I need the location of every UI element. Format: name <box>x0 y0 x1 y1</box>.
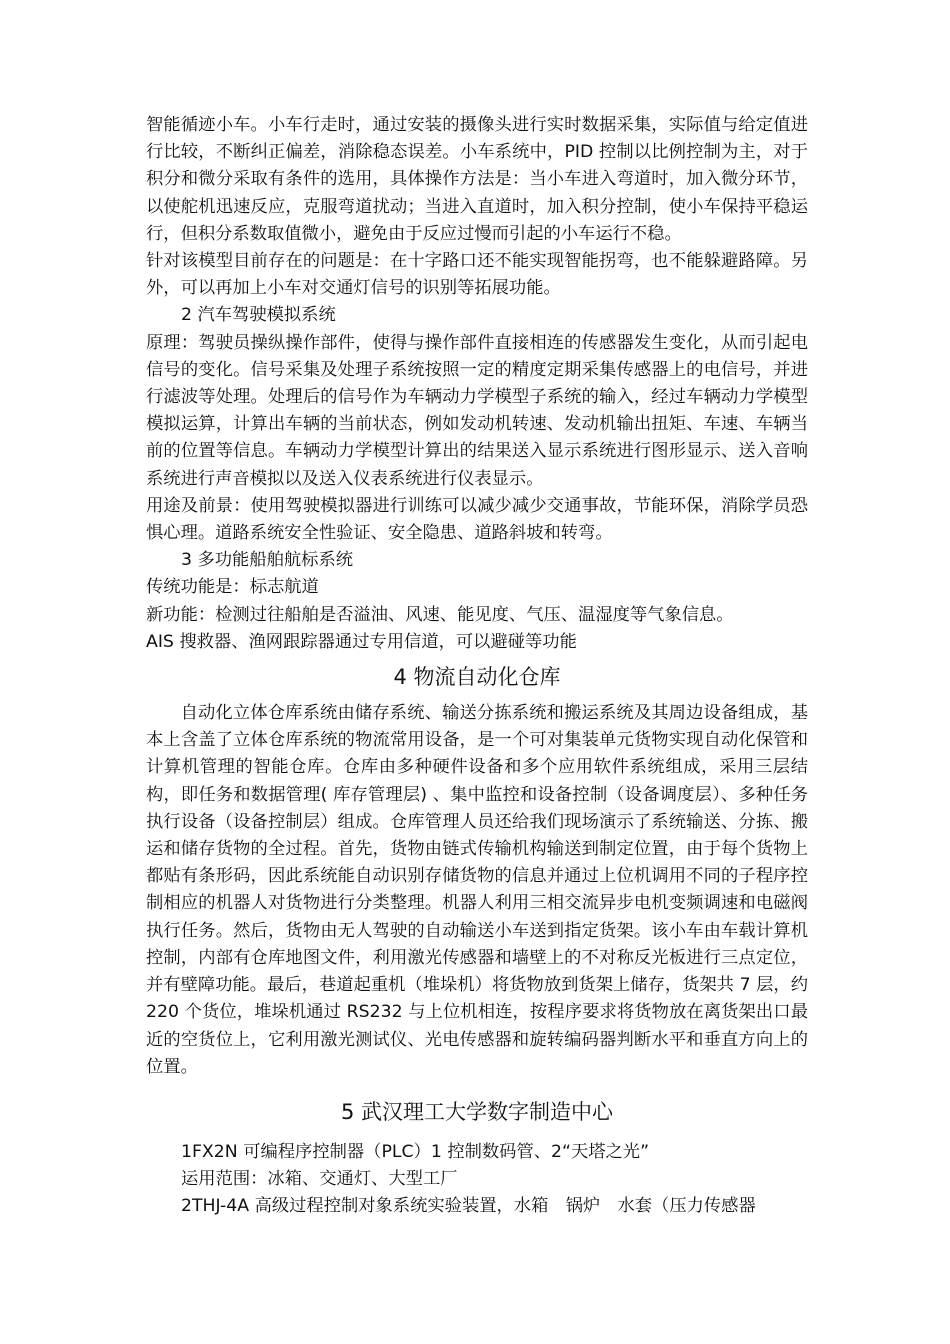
section-4-heading: 4 物流自动化仓库 <box>393 665 561 690</box>
document-page <box>146 112 808 1221</box>
intro-paragraph-1: 智能循迹小车。小车行走时，通过安装的摄像头进行实时数据采集，实际值与给定值进行比较，不断纠正偏差，消除稳态误差。小车系统中，PID 控制以比例控制为主，对于积分和微分采取有条件的选用，具体操作方法是：当小车进入弯道时，加入微分环节，以使舵机迅速反应，克服弯道扰动；当进入直道时，加入积分控制，使小车保持平稳运行，但积分系数取值微小，避免由于反应过慢而引起的小车运行不稳。 <box>146 115 808 244</box>
section-5-line-1: 1FX2N 可编程序控制器（PLC）1 控制数码管、2“天塔之光” <box>181 1141 650 1162</box>
intro-paragraph-2: 针对该模型目前存在的问题是：在十字路口还不能实现智能拐弯，也不能躲避路障。另外，可以再加上小车对交通灯信号的识别等拓展功能。 <box>146 251 808 299</box>
section-4-body: 自动化立体仓库系统由储存系统、输送分拣系统和搬运系统及其周边设备组成，基本上含盖了立体仓库系统的物流常用设备，是一个可对集装单元货物实现自动化保管和计算机管理的智能仓库。仓库由多种硬件设备和多个应用软件系统组成，采用三层结构，即任务和数据管理( 库存管理层) 、集中监控和设备控制（设备调度层）、多种任务执行设备（设备控制层）组成。仓库管理人员还给我们现场演示了系统输送、分拣、搬运和储存货物的全过程。首先，货物由链式传输机构输送到制定位置，由于每个货物上都贴有条形码，因此系统能自动识别存储货物的信息并通过上位机调用不同的子程序控制相应的机器人对货物进行分类整理。机器人利用三相交流异步电机变频调速和电磁阀执行任务。然后，货物由无人驾驶的自动输送小车送到指定货架。该小车由车载计算机控制，内部有仓库地图文件，利用激光传感器和墙壁上的不对称反光板进行三点定位，并有壁障功能。最后，巷道起重机（堆垛机）将货物放到货架上储存，货架共 7 层，约 220 个货位，堆垛机通过 RS232 与上位机相连，按程序要求将货物放在离货架出口最近的空货位上，它利用激光测试仪、光电传感器和旋转编码器判断水平和垂直方向上的位置。 <box>146 703 808 1077</box>
section-3-traditional: 传统功能是：标志航道 <box>146 577 319 598</box>
section-2-principle: 原理：驾驶员操纵操作部件，使得与操作部件直接相连的传感器发生变化，从而引起电信号的变化。信号采集及处理子系统按照一定的精度定期采集传感器上的电信号，并进行滤波等处理。处理后的信号作为车辆动力学模型子系统的输入，经过车辆动力学模型模拟运算，计算出车辆的当前状态，例如发动机转速、发动机输出扭矩、车速、车辆当前的位置等信息。车辆动力学模型计算出的结果送入显示系统进行图形显示、送入音响系统进行声音模拟以及送入仪表系统进行仪表显示。 <box>146 332 808 489</box>
section-5-heading: 5 武汉理工大学数字制造中心 <box>340 1099 614 1124</box>
section-5-line-2: 运用范围：冰箱、交通灯、大型工厂 <box>181 1169 458 1190</box>
section-3-title: 3 多功能船舶航标系统 <box>181 550 354 571</box>
section-3-new: 新功能：检测过往船舶是否溢油、风速、能见度、气压、温湿度等气象信息。 <box>146 604 734 625</box>
section-2-usage: 用途及前景：使用驾驶模拟器进行训练可以减少减少交通事故，节能环保，消除学员恐惧心理。道路系统安全性验证、安全隐患、道路斜坡和转弯。 <box>146 495 808 544</box>
section-2-title: 2 汽车驾驶模拟系统 <box>181 305 336 326</box>
section-5-line-3: 2THJ-4A 高级过程控制对象系统实验装置，水箱 锅炉 水套（压力传感器 <box>181 1196 756 1217</box>
section-3-ais: AIS 搜救器、渔网跟踪器通过专用信道，可以避碰等功能 <box>146 631 577 652</box>
